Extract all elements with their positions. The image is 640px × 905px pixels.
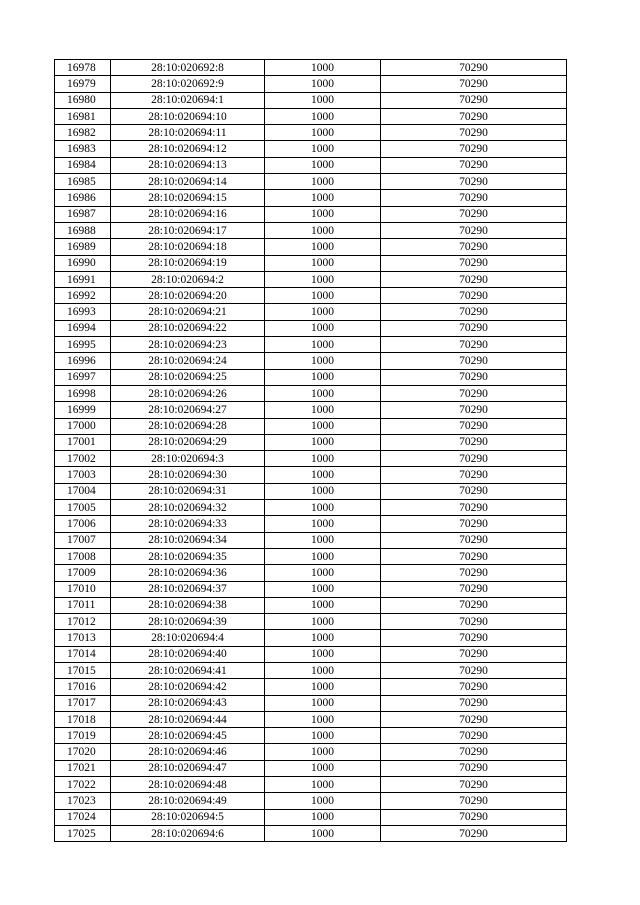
cell-area: 1000 [265, 385, 381, 401]
cell-cadastral-number: 28:10:020694:44 [111, 711, 265, 727]
cell-area: 1000 [265, 516, 381, 532]
cell-cadastral-number: 28:10:020694:4 [111, 630, 265, 646]
cell-value: 70290 [381, 516, 567, 532]
cell-value: 70290 [381, 614, 567, 630]
table-row [55, 418, 567, 434]
table-row [55, 467, 567, 483]
cell-value: 70290 [381, 744, 567, 760]
table-row [55, 92, 567, 108]
table-row [55, 760, 567, 776]
cell-value: 70290 [381, 825, 567, 841]
table-row [55, 304, 567, 320]
cell-area: 1000 [265, 679, 381, 695]
cell-cadastral-number: 28:10:020694:11 [111, 125, 265, 141]
cell-row-number: 17000 [55, 418, 111, 434]
cell-cadastral-number: 28:10:020694:14 [111, 174, 265, 190]
cell-value: 70290 [381, 222, 567, 238]
table-row [55, 777, 567, 793]
cell-area: 1000 [265, 239, 381, 255]
cell-row-number: 16993 [55, 304, 111, 320]
cell-cadastral-number: 28:10:020694:16 [111, 206, 265, 222]
table-row [55, 320, 567, 336]
cell-row-number: 17024 [55, 809, 111, 825]
cell-row-number: 16994 [55, 320, 111, 336]
cell-cadastral-number: 28:10:020694:29 [111, 434, 265, 450]
cell-value: 70290 [381, 548, 567, 564]
cell-area: 1000 [265, 434, 381, 450]
cell-cadastral-number: 28:10:020694:32 [111, 500, 265, 516]
cell-area: 1000 [265, 60, 381, 76]
cell-area: 1000 [265, 532, 381, 548]
cell-cadastral-number: 28:10:020694:47 [111, 760, 265, 776]
cell-row-number: 17007 [55, 532, 111, 548]
cell-cadastral-number: 28:10:020694:27 [111, 402, 265, 418]
cell-cadastral-number: 28:10:020692:9 [111, 76, 265, 92]
cell-cadastral-number: 28:10:020694:6 [111, 825, 265, 841]
cell-row-number: 16987 [55, 206, 111, 222]
cell-area: 1000 [265, 320, 381, 336]
cell-row-number: 16997 [55, 369, 111, 385]
cell-area: 1000 [265, 744, 381, 760]
cell-row-number: 17014 [55, 646, 111, 662]
cell-cadastral-number: 28:10:020694:40 [111, 646, 265, 662]
cell-area: 1000 [265, 597, 381, 613]
cell-value: 70290 [381, 206, 567, 222]
cell-cadastral-number: 28:10:020692:8 [111, 60, 265, 76]
cell-value: 70290 [381, 777, 567, 793]
cell-cadastral-number: 28:10:020694:5 [111, 809, 265, 825]
cell-row-number: 17017 [55, 695, 111, 711]
cell-value: 70290 [381, 500, 567, 516]
cell-value: 70290 [381, 728, 567, 744]
cell-value: 70290 [381, 255, 567, 271]
cell-cadastral-number: 28:10:020694:49 [111, 793, 265, 809]
table-row [55, 271, 567, 287]
cell-area: 1000 [265, 108, 381, 124]
cell-value: 70290 [381, 565, 567, 581]
cell-cadastral-number: 28:10:020694:19 [111, 255, 265, 271]
table-row [55, 369, 567, 385]
cell-cadastral-number: 28:10:020694:39 [111, 614, 265, 630]
cell-row-number: 17021 [55, 760, 111, 776]
cell-cadastral-number: 28:10:020694:1 [111, 92, 265, 108]
cell-cadastral-number: 28:10:020694:12 [111, 141, 265, 157]
cell-value: 70290 [381, 597, 567, 613]
table-row [55, 679, 567, 695]
table-row [55, 711, 567, 727]
cell-cadastral-number: 28:10:020694:38 [111, 597, 265, 613]
cell-cadastral-number: 28:10:020694:28 [111, 418, 265, 434]
cell-value: 70290 [381, 646, 567, 662]
cell-cadastral-number: 28:10:020694:21 [111, 304, 265, 320]
cell-row-number: 17018 [55, 711, 111, 727]
cell-value: 70290 [381, 320, 567, 336]
cell-cadastral-number: 28:10:020694:2 [111, 271, 265, 287]
cell-row-number: 16979 [55, 76, 111, 92]
cell-row-number: 16982 [55, 125, 111, 141]
cell-row-number: 17019 [55, 728, 111, 744]
cell-value: 70290 [381, 809, 567, 825]
cell-row-number: 17002 [55, 451, 111, 467]
cell-value: 70290 [381, 385, 567, 401]
table-row [55, 581, 567, 597]
cell-value: 70290 [381, 679, 567, 695]
cell-value: 70290 [381, 353, 567, 369]
cell-cadastral-number: 28:10:020694:42 [111, 679, 265, 695]
cell-row-number: 16991 [55, 271, 111, 287]
cell-cadastral-number: 28:10:020694:13 [111, 157, 265, 173]
data-table-body [55, 60, 567, 842]
cell-area: 1000 [265, 222, 381, 238]
cell-value: 70290 [381, 662, 567, 678]
cell-area: 1000 [265, 157, 381, 173]
cell-row-number: 17015 [55, 662, 111, 678]
cell-value: 70290 [381, 695, 567, 711]
cell-row-number: 16986 [55, 190, 111, 206]
cell-cadastral-number: 28:10:020694:17 [111, 222, 265, 238]
cell-cadastral-number: 28:10:020694:35 [111, 548, 265, 564]
table-row [55, 385, 567, 401]
data-table [54, 59, 567, 842]
cell-cadastral-number: 28:10:020694:31 [111, 483, 265, 499]
cell-area: 1000 [265, 809, 381, 825]
cell-area: 1000 [265, 728, 381, 744]
cell-area: 1000 [265, 646, 381, 662]
cell-cadastral-number: 28:10:020694:46 [111, 744, 265, 760]
table-row [55, 402, 567, 418]
table-row [55, 222, 567, 238]
table-row [55, 744, 567, 760]
cell-cadastral-number: 28:10:020694:30 [111, 467, 265, 483]
cell-row-number: 17025 [55, 825, 111, 841]
table-row [55, 434, 567, 450]
cell-row-number: 17020 [55, 744, 111, 760]
cell-row-number: 17008 [55, 548, 111, 564]
cell-area: 1000 [265, 630, 381, 646]
cell-row-number: 16989 [55, 239, 111, 255]
table-row [55, 532, 567, 548]
cell-area: 1000 [265, 76, 381, 92]
cell-area: 1000 [265, 483, 381, 499]
cell-area: 1000 [265, 369, 381, 385]
cell-row-number: 17006 [55, 516, 111, 532]
cell-area: 1000 [265, 777, 381, 793]
table-row [55, 646, 567, 662]
cell-row-number: 16996 [55, 353, 111, 369]
cell-cadastral-number: 28:10:020694:41 [111, 662, 265, 678]
cell-row-number: 16985 [55, 174, 111, 190]
cell-row-number: 16990 [55, 255, 111, 271]
cell-value: 70290 [381, 630, 567, 646]
cell-value: 70290 [381, 60, 567, 76]
cell-value: 70290 [381, 337, 567, 353]
cell-area: 1000 [265, 418, 381, 434]
cell-value: 70290 [381, 76, 567, 92]
table-row [55, 451, 567, 467]
cell-value: 70290 [381, 760, 567, 776]
cell-area: 1000 [265, 206, 381, 222]
table-row [55, 483, 567, 499]
cell-cadastral-number: 28:10:020694:37 [111, 581, 265, 597]
cell-row-number: 16988 [55, 222, 111, 238]
cell-value: 70290 [381, 288, 567, 304]
cell-area: 1000 [265, 92, 381, 108]
cell-value: 70290 [381, 418, 567, 434]
table-row [55, 565, 567, 581]
cell-value: 70290 [381, 467, 567, 483]
table-row [55, 60, 567, 76]
table-row [55, 337, 567, 353]
cell-area: 1000 [265, 695, 381, 711]
cell-area: 1000 [265, 793, 381, 809]
cell-cadastral-number: 28:10:020694:43 [111, 695, 265, 711]
cell-cadastral-number: 28:10:020694:23 [111, 337, 265, 353]
cell-cadastral-number: 28:10:020694:36 [111, 565, 265, 581]
cell-area: 1000 [265, 125, 381, 141]
cell-value: 70290 [381, 190, 567, 206]
table-row [55, 548, 567, 564]
cell-cadastral-number: 28:10:020694:45 [111, 728, 265, 744]
cell-row-number: 17003 [55, 467, 111, 483]
cell-area: 1000 [265, 141, 381, 157]
table-row [55, 695, 567, 711]
table-row [55, 500, 567, 516]
cell-value: 70290 [381, 271, 567, 287]
cell-cadastral-number: 28:10:020694:25 [111, 369, 265, 385]
cell-area: 1000 [265, 500, 381, 516]
cell-value: 70290 [381, 581, 567, 597]
cell-cadastral-number: 28:10:020694:34 [111, 532, 265, 548]
cell-area: 1000 [265, 174, 381, 190]
cell-cadastral-number: 28:10:020694:3 [111, 451, 265, 467]
cell-row-number: 17004 [55, 483, 111, 499]
cell-value: 70290 [381, 369, 567, 385]
table-row [55, 108, 567, 124]
table-row [55, 239, 567, 255]
cell-cadastral-number: 28:10:020694:20 [111, 288, 265, 304]
cell-value: 70290 [381, 174, 567, 190]
cell-area: 1000 [265, 304, 381, 320]
cell-value: 70290 [381, 125, 567, 141]
cell-value: 70290 [381, 483, 567, 499]
cell-value: 70290 [381, 711, 567, 727]
cell-row-number: 17013 [55, 630, 111, 646]
cell-area: 1000 [265, 337, 381, 353]
cell-area: 1000 [265, 402, 381, 418]
cell-area: 1000 [265, 581, 381, 597]
cell-area: 1000 [265, 711, 381, 727]
cell-cadastral-number: 28:10:020694:48 [111, 777, 265, 793]
cell-value: 70290 [381, 451, 567, 467]
cell-cadastral-number: 28:10:020694:10 [111, 108, 265, 124]
cell-row-number: 16992 [55, 288, 111, 304]
cell-row-number: 17023 [55, 793, 111, 809]
cell-row-number: 16983 [55, 141, 111, 157]
cell-row-number: 16998 [55, 385, 111, 401]
cell-area: 1000 [265, 353, 381, 369]
cell-area: 1000 [265, 190, 381, 206]
cell-row-number: 17016 [55, 679, 111, 695]
table-row [55, 174, 567, 190]
cell-area: 1000 [265, 760, 381, 776]
cell-area: 1000 [265, 662, 381, 678]
cell-cadastral-number: 28:10:020694:22 [111, 320, 265, 336]
table-row [55, 809, 567, 825]
cell-row-number: 17011 [55, 597, 111, 613]
cell-cadastral-number: 28:10:020694:15 [111, 190, 265, 206]
cell-value: 70290 [381, 157, 567, 173]
cell-value: 70290 [381, 304, 567, 320]
cell-row-number: 17010 [55, 581, 111, 597]
cell-value: 70290 [381, 402, 567, 418]
cell-area: 1000 [265, 288, 381, 304]
cell-row-number: 17009 [55, 565, 111, 581]
table-row [55, 825, 567, 841]
table-row [55, 728, 567, 744]
cell-area: 1000 [265, 614, 381, 630]
cell-row-number: 16980 [55, 92, 111, 108]
table-row [55, 516, 567, 532]
cell-row-number: 17022 [55, 777, 111, 793]
cell-area: 1000 [265, 255, 381, 271]
table-row [55, 630, 567, 646]
cell-row-number: 16978 [55, 60, 111, 76]
cell-row-number: 16995 [55, 337, 111, 353]
cell-value: 70290 [381, 239, 567, 255]
table-row [55, 190, 567, 206]
cell-value: 70290 [381, 532, 567, 548]
table-row [55, 76, 567, 92]
cell-row-number: 16999 [55, 402, 111, 418]
table-row [55, 353, 567, 369]
cell-area: 1000 [265, 467, 381, 483]
table-row [55, 793, 567, 809]
cell-area: 1000 [265, 548, 381, 564]
cell-row-number: 17005 [55, 500, 111, 516]
table-row [55, 614, 567, 630]
table-row [55, 288, 567, 304]
cell-cadastral-number: 28:10:020694:18 [111, 239, 265, 255]
cell-cadastral-number: 28:10:020694:26 [111, 385, 265, 401]
cell-value: 70290 [381, 793, 567, 809]
cell-row-number: 16984 [55, 157, 111, 173]
cell-area: 1000 [265, 451, 381, 467]
cell-cadastral-number: 28:10:020694:24 [111, 353, 265, 369]
cell-value: 70290 [381, 434, 567, 450]
cell-value: 70290 [381, 92, 567, 108]
table-row [55, 157, 567, 173]
cell-row-number: 17012 [55, 614, 111, 630]
cell-area: 1000 [265, 565, 381, 581]
cell-cadastral-number: 28:10:020694:33 [111, 516, 265, 532]
cell-row-number: 16981 [55, 108, 111, 124]
table-row [55, 597, 567, 613]
cell-row-number: 17001 [55, 434, 111, 450]
table-row [55, 141, 567, 157]
table-row [55, 255, 567, 271]
cell-area: 1000 [265, 825, 381, 841]
cell-value: 70290 [381, 141, 567, 157]
cell-value: 70290 [381, 108, 567, 124]
cell-area: 1000 [265, 271, 381, 287]
table-row [55, 662, 567, 678]
table-row [55, 206, 567, 222]
table-row [55, 125, 567, 141]
